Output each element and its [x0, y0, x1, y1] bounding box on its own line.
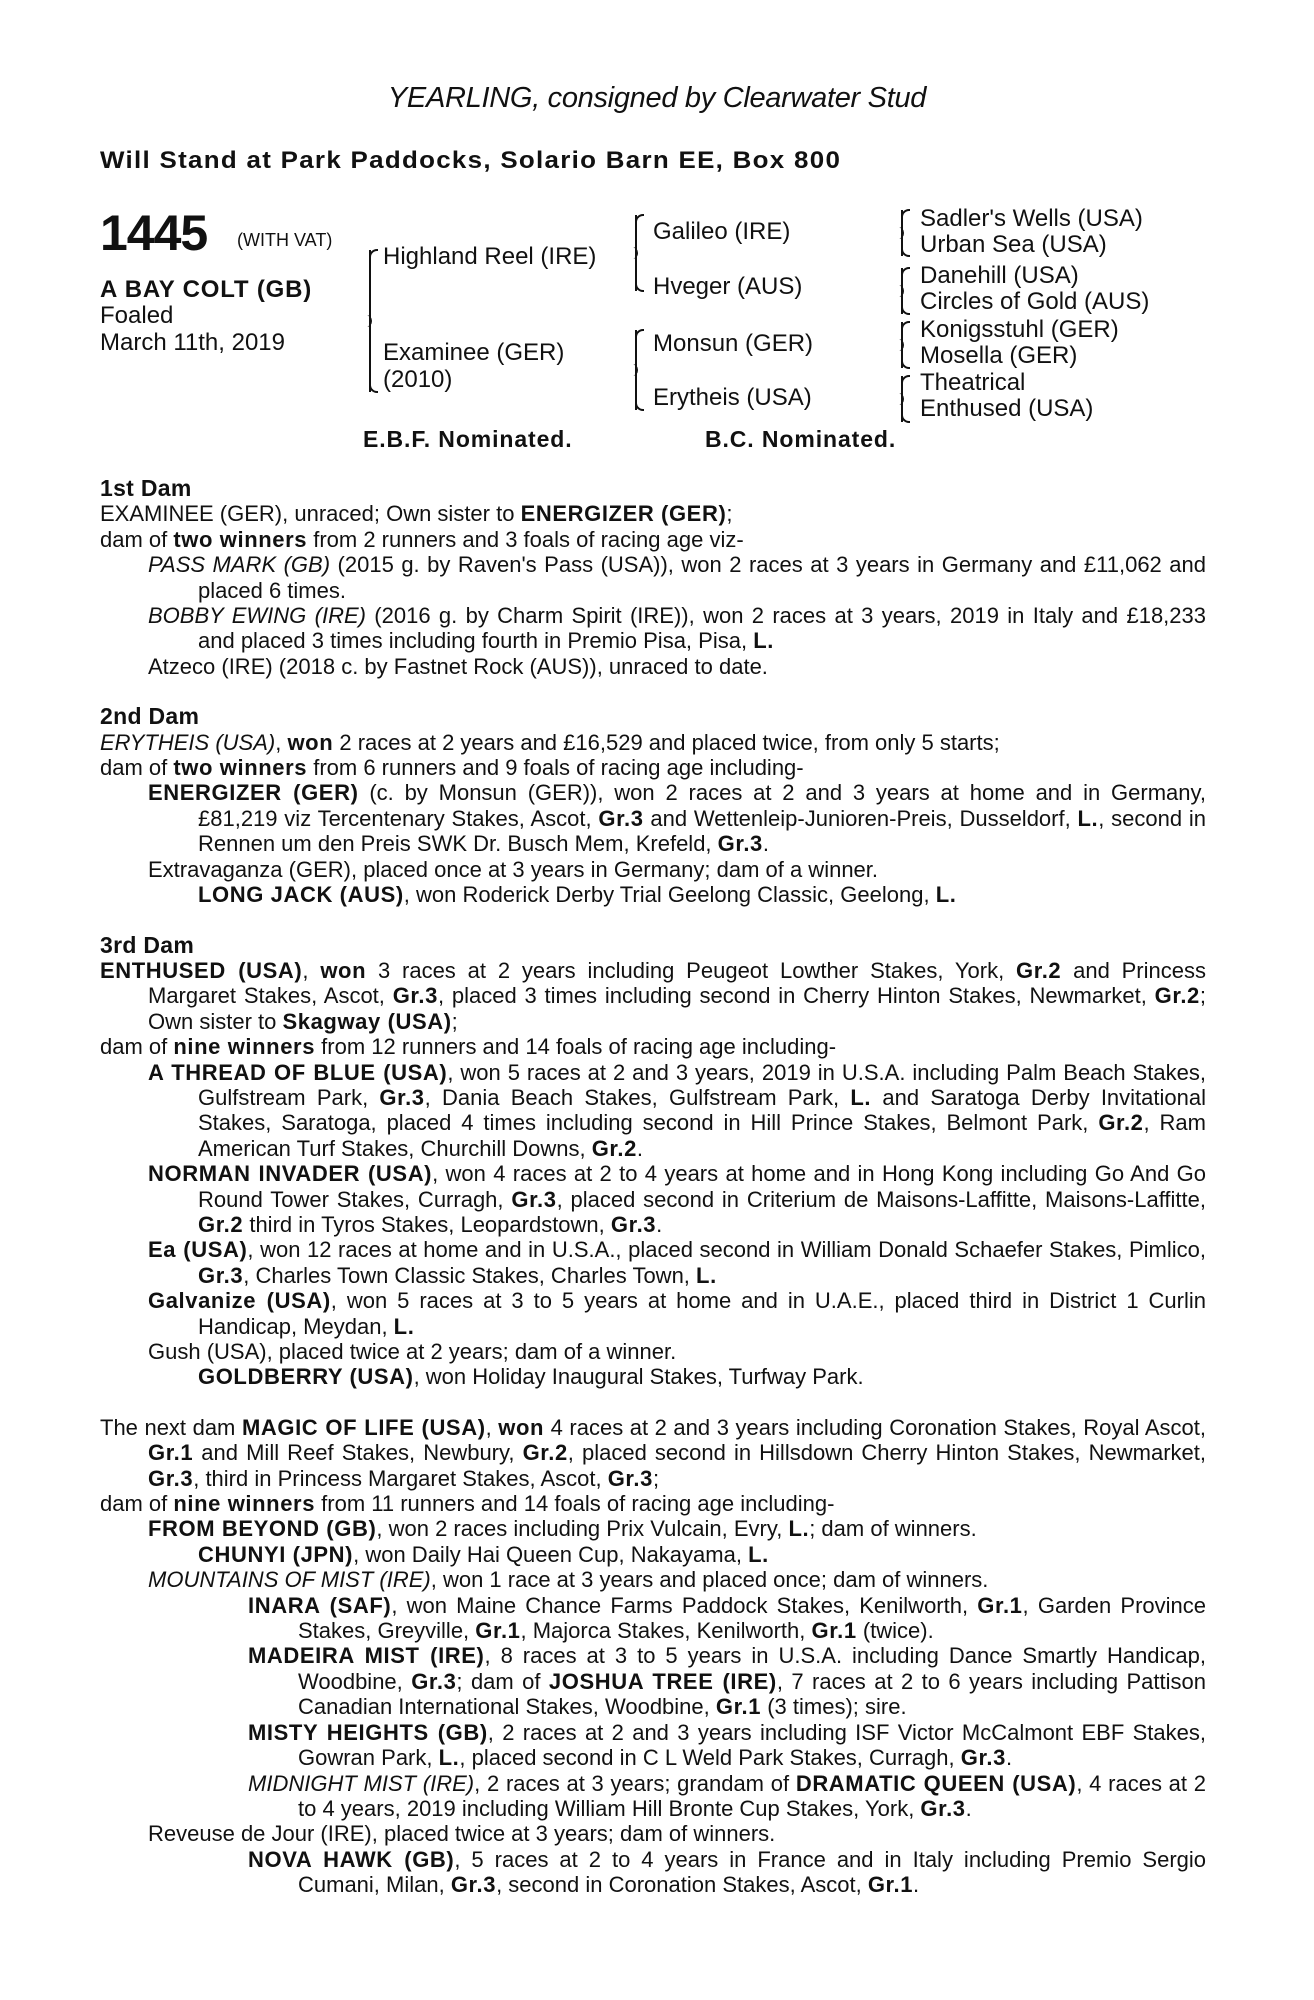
text: , 2 races at 2 and 3 years including ISF Victor McCalmont EBF Stakes, Gowran Park,	[298, 1719, 1207, 1771]
text: , Majorca Stakes, Kenilworth,	[520, 1618, 812, 1644]
listed-badge: L.	[393, 1313, 415, 1339]
text: , won 12 races at home and in U.S.A., placed second in William Donald Schaefer Stakes, Pimlico,	[247, 1237, 1206, 1263]
grade-badge: Gr.1	[715, 1694, 762, 1720]
text: , won 5 races at 3 to 5 years at home and in U.A.E., placed third in District 1 Curlin Handicap, Meydan,	[198, 1288, 1206, 1339]
won-label: won	[287, 729, 334, 755]
text: , Ram American Turf Stakes, Churchill Downs,	[198, 1110, 1206, 1161]
produce-entry	[100, 1643, 1206, 1719]
text: , third in Princess Margaret Stakes, Ascot,	[193, 1465, 608, 1491]
text: ,	[275, 729, 288, 755]
text: , Garden Province Stakes, Greyville,	[298, 1592, 1207, 1644]
pedigree-brace-g3-1	[901, 210, 903, 256]
text: .	[1005, 1745, 1013, 1771]
produce-entry: Atzeco (IRE) (2018 c. by Fastnet Rock (AUS)), unraced to date.	[148, 653, 768, 679]
text: , won 4 races at 2 to 4 years at home and in Hong Kong including Go And Go Round Tower Stakes, Curragh,	[198, 1161, 1206, 1212]
text: from 6 runners and 9 foals of racing age including-	[307, 755, 804, 781]
horse-name: ENERGIZER (GER)	[520, 501, 727, 527]
listed-badge: L.	[748, 1541, 769, 1567]
produce-entry	[100, 882, 1206, 907]
pedigree-g3-urban-sea: Urban Sea (USA)	[920, 231, 1107, 258]
pedigree-sire: Highland Reel (IRE)	[383, 243, 597, 270]
stabling-location: Will Stand at Park Paddocks, Solario Barn EE, Box 800	[100, 147, 842, 174]
won-label: won	[498, 1414, 545, 1440]
text: 2 races at 2 years and £16,529 and placed twice, from only 5 starts;	[333, 729, 1000, 755]
horse-name: ERYTHEIS (USA)	[100, 729, 276, 755]
text: (3 times); sire.	[761, 1694, 907, 1720]
produce-entry	[100, 1847, 1206, 1898]
grade-badge: Gr.3	[511, 1186, 557, 1212]
horse-name: MIDNIGHT MIST (IRE)	[248, 1770, 475, 1796]
horse-name: CHUNYI (JPN)	[198, 1541, 354, 1567]
text: , won 5 races at 2 and 3 years, 2019 in U.S.A. including Palm Beach Stakes, Gulfstream Park,	[198, 1059, 1206, 1110]
text: ;	[451, 1008, 458, 1034]
grade-badge: Gr.3	[598, 805, 644, 831]
pedigree-g3-enthused: Enthused (USA)	[920, 395, 1094, 422]
grade-badge: Gr.3	[610, 1211, 657, 1237]
grade-badge: Gr.1	[867, 1872, 914, 1898]
horse-name: MOUNTAINS OF MIST (IRE)	[148, 1567, 431, 1593]
horse-name: JOSHUA TREE (IRE)	[548, 1668, 777, 1694]
pedigree-g3-theatrical: Theatrical	[920, 369, 1026, 396]
text: , placed second in Hillsdown Cherry Hinton Stakes, Newmarket,	[567, 1440, 1206, 1466]
produce-entry	[100, 1771, 1206, 1822]
pedigree-brace-g3-2	[901, 268, 903, 314]
listed-badge: L.	[1077, 805, 1099, 831]
produce-entry	[100, 1516, 1206, 1541]
pedigree-g3-konigsstuhl: Konigsstuhl (GER)	[920, 316, 1119, 343]
grade-badge: Gr.1	[148, 1440, 194, 1466]
pedigree-dam-dam: Erytheis (USA)	[653, 384, 812, 411]
produce-record	[100, 476, 1206, 1898]
pedigree-g3-sadlers-wells: Sadler's Wells (USA)	[920, 205, 1143, 232]
text: from 2 runners and 3 foals of racing age viz-	[307, 526, 744, 552]
second-dam-heading: 2nd Dam	[100, 703, 200, 730]
text: , 2 races at 3 years; grandam of	[474, 1770, 796, 1796]
horse-name: ENTHUSED (USA)	[100, 957, 303, 983]
grade-badge: Gr.2	[522, 1440, 568, 1466]
text: (2016 g. by Charm Spirit (IRE)), won 2 races at 3 years, 2019 in Italy and £18,233 and placed 3 times including fourth in Premio Pisa, Pisa,	[198, 603, 1206, 654]
text: , won Daily Hai Queen Cup, Nakayama,	[353, 1541, 749, 1567]
text: .	[913, 1872, 920, 1898]
text: ,	[485, 1414, 499, 1440]
foaled-info	[100, 302, 285, 356]
text: , won Roderick Derby Trial Geelong Classic, Geelong,	[403, 882, 936, 908]
produce-entry	[100, 552, 1206, 603]
grade-badge: Gr.3	[148, 1465, 194, 1491]
third-dam-produce-summary	[100, 1034, 1206, 1059]
listed-badge: L.	[753, 628, 774, 654]
text: ;	[652, 1465, 660, 1491]
foaled-label: Foaled	[100, 302, 174, 329]
text: , placed second in C L Weld Park Stakes, Curragh,	[459, 1745, 961, 1771]
text: , second in Coronation Stakes, Ascot,	[496, 1872, 868, 1898]
listed-badge: L.	[788, 1516, 810, 1542]
text: , Dania Beach Stakes, Gulfstream Park,	[424, 1084, 851, 1110]
produce-entry	[100, 1237, 1206, 1288]
text: , won 1 race at 3 years and placed once; dam of winners.	[430, 1567, 989, 1593]
ebf-nominated: E.B.F. Nominated.	[363, 426, 573, 452]
horse-name: A THREAD OF BLUE (USA)	[148, 1059, 448, 1085]
produce-entry	[100, 603, 1206, 654]
produce-entry	[100, 1288, 1206, 1339]
text: and Saratoga Derby Invitational Stakes, Saratoga, placed 4 times including second in Hill Prince Stakes, Belmont Park,	[198, 1084, 1206, 1136]
text: dam of	[100, 526, 174, 552]
pedigree-brace-sire	[635, 215, 637, 291]
horse-name: BOBBY EWING (IRE)	[148, 603, 366, 629]
grade-badge: Gr.3	[198, 1262, 244, 1288]
produce-entry	[100, 1720, 1206, 1771]
grade-badge: Gr.2	[1154, 983, 1200, 1009]
horse-name: LONG JACK (AUS)	[198, 882, 404, 908]
lot-description: A BAY COLT (GB)	[100, 276, 313, 303]
text: 3 races at 2 years including Peugeot Lowther Stakes, York,	[366, 957, 1017, 983]
pedigree-brace-gen1	[369, 250, 371, 392]
text: third in Tyros Stakes, Leopardstown,	[243, 1211, 611, 1237]
horse-name: ENERGIZER (GER)	[148, 780, 359, 806]
grade-badge: Gr.2	[1098, 1110, 1144, 1136]
winners-count: two winners	[173, 526, 308, 552]
text: .	[762, 831, 769, 857]
text: ,	[302, 957, 321, 983]
produce-entry	[100, 1567, 1206, 1592]
text: , 7 races at 2 to 6 years including Pattison Canadian International Stakes, Woodbine,	[298, 1668, 1206, 1720]
third-dam-summary	[100, 958, 1206, 1034]
pedigree-sire-sire: Galileo (IRE)	[653, 218, 791, 245]
produce-entry	[100, 1364, 1206, 1389]
text: 4 races at 2 and 3 years including Coronation Stakes, Royal Ascot,	[544, 1414, 1206, 1440]
horse-name: MISTY HEIGHTS (GB)	[248, 1719, 488, 1745]
pedigree-brace-g3-4	[901, 376, 903, 422]
horse-name: NOVA HAWK (GB)	[248, 1846, 455, 1872]
produce-entry	[100, 1542, 1206, 1567]
grade-badge: Gr.2	[198, 1211, 244, 1237]
winners-count: two winners	[173, 755, 308, 781]
produce-entry	[100, 1060, 1206, 1162]
text: and Wettenleip-Junioren-Preis, Dusseldorf,	[643, 805, 1078, 831]
pedigree-g3-circles-of-gold: Circles of Gold (AUS)	[920, 288, 1150, 315]
grade-badge: Gr.3	[717, 831, 763, 857]
produce-entry: Reveuse de Jour (IRE), placed twice at 3 years; dam of winners.	[148, 1821, 776, 1847]
text: ;	[726, 501, 733, 527]
grade-badge: Gr.3	[920, 1795, 966, 1821]
text: , won Holiday Inaugural Stakes, Turfway Park.	[413, 1364, 864, 1390]
text: .	[636, 1135, 644, 1161]
text: dam of	[100, 755, 174, 781]
won-label: won	[320, 957, 367, 983]
winners-count: nine winners	[173, 1034, 316, 1060]
first-dam-summary	[100, 501, 1206, 526]
listed-badge: L.	[438, 1745, 460, 1771]
horse-name: PASS MARK (GB)	[148, 552, 331, 578]
grade-badge: Gr.3	[960, 1745, 1006, 1771]
pedigree-dam-sire: Monsun (GER)	[653, 330, 814, 357]
grade-badge: Gr.1	[475, 1618, 521, 1644]
grade-badge: Gr.2	[1016, 957, 1062, 983]
text: , 8 races at 3 to 5 years in U.S.A. including Dance Smartly Handicap, Woodbine,	[298, 1643, 1207, 1694]
next-dam-summary	[100, 1415, 1206, 1491]
grade-badge: Gr.1	[977, 1592, 1023, 1618]
produce-entry: Extravaganza (GER), placed once at 3 years in Germany; dam of a winner.	[148, 856, 879, 882]
grade-badge: Gr.3	[411, 1668, 457, 1694]
text: The next dam	[100, 1414, 242, 1440]
lot-number: 1445	[100, 205, 208, 261]
grade-badge: Gr.3	[450, 1872, 497, 1898]
horse-name: NORMAN INVADER (USA)	[148, 1161, 433, 1187]
text: , Charles Town Classic Stakes, Charles Town,	[243, 1262, 697, 1288]
text: (twice).	[856, 1618, 934, 1644]
text: , placed 3 times including second in Cherry Hinton Stakes, Newmarket,	[437, 983, 1155, 1009]
text: from 11 runners and 14 foals of racing age including-	[315, 1491, 835, 1517]
text: and Princess Margaret Stakes, Ascot,	[148, 957, 1206, 1009]
grade-badge: Gr.3	[379, 1084, 425, 1110]
horse-name: GOLDBERRY (USA)	[198, 1364, 414, 1390]
text: (2015 g. by Raven's Pass (USA)), won 2 races at 3 years in Germany and £11,062 and placed 6 times.	[198, 552, 1206, 603]
foaled-date: March 11th, 2019	[100, 329, 286, 356]
pedigree-brace-g3-3	[901, 322, 903, 368]
horse-name: INARA (SAF)	[248, 1592, 392, 1618]
horse-name: MADEIRA MIST (IRE)	[248, 1643, 485, 1669]
produce-entry	[100, 780, 1206, 856]
text: from 12 runners and 14 foals of racing age including-	[315, 1034, 837, 1060]
vat-note: (WITH VAT)	[237, 230, 333, 250]
text: .	[965, 1795, 972, 1821]
third-dam-heading: 3rd Dam	[100, 931, 195, 958]
next-dam-produce-summary	[100, 1491, 1206, 1516]
pedigree-brace-dam	[635, 330, 637, 410]
second-dam-produce-summary	[100, 755, 1206, 780]
listed-badge: L.	[850, 1084, 872, 1110]
first-dam-heading: 1st Dam	[100, 475, 192, 501]
text: .	[656, 1211, 663, 1237]
pedigree-g3-mosella: Mosella (GER)	[920, 342, 1078, 369]
first-dam-produce-summary	[100, 527, 1206, 552]
text: and Mill Reef Stakes, Newbury,	[193, 1440, 523, 1466]
pedigree-dam-year: (2010)	[383, 366, 453, 393]
text: , won 2 races including Prix Vulcain, Evry,	[376, 1516, 789, 1542]
horse-name: MAGIC OF LIFE (USA)	[241, 1414, 486, 1440]
horse-name: Galvanize (USA)	[148, 1288, 331, 1314]
grade-badge: Gr.2	[591, 1135, 637, 1161]
text: dam of	[100, 1491, 174, 1517]
text: ; dam of winners.	[809, 1516, 977, 1542]
horse-name: FROM BEYOND (GB)	[148, 1516, 377, 1542]
horse-name: Skagway (USA)	[282, 1008, 452, 1034]
horse-name: DRAMATIC QUEEN (USA)	[795, 1770, 1077, 1796]
grade-badge: Gr.3	[392, 983, 438, 1009]
text: , 4 races at 2 to 4 years, 2019 including William Hill Bronte Cup Stakes, York,	[298, 1770, 1206, 1821]
pedigree-sire-dam: Hveger (AUS)	[653, 273, 803, 300]
produce-entry: Gush (USA), placed twice at 2 years; dam of a winner.	[148, 1339, 677, 1364]
text: EXAMINEE (GER), unraced; Own sister to	[100, 501, 521, 527]
second-dam-summary	[100, 730, 1206, 755]
produce-entry	[100, 1593, 1206, 1644]
listed-badge: L.	[935, 882, 957, 908]
horse-name: Ea (USA)	[148, 1237, 248, 1263]
text: , placed second in Criterium de Maisons-Laffitte, Maisons-Laffitte,	[556, 1186, 1207, 1212]
consignor-line: YEARLING, consigned by Clearwater Stud	[387, 82, 927, 114]
text: ; dam of	[456, 1668, 549, 1694]
winners-count: nine winners	[173, 1491, 316, 1517]
text: dam of	[100, 1034, 174, 1060]
text: ; Own sister to	[148, 983, 1206, 1034]
bc-nominated: B.C. Nominated.	[705, 426, 897, 452]
text: (c. by Monsun (GER)), won 2 races at 2 and 3 years at home and in Germany, £81,219 viz Tercentenary Stakes, Ascot,	[198, 780, 1206, 831]
pedigree-g3-danehill: Danehill (USA)	[920, 262, 1079, 289]
listed-badge: L.	[696, 1262, 717, 1288]
grade-badge: Gr.1	[811, 1618, 857, 1644]
produce-entry	[100, 1161, 1206, 1237]
text: , second in Rennen um den Preis SWK Dr. Busch Mem, Krefeld,	[198, 805, 1206, 857]
text: , won Maine Chance Farms Paddock Stakes, Kenilworth,	[391, 1592, 978, 1618]
text: , 5 races at 2 to 4 years in France and in Italy including Premio Sergio Cumani, Milan,	[298, 1846, 1206, 1898]
pedigree-dam: Examinee (GER)	[383, 339, 565, 366]
grade-badge: Gr.3	[607, 1465, 653, 1491]
